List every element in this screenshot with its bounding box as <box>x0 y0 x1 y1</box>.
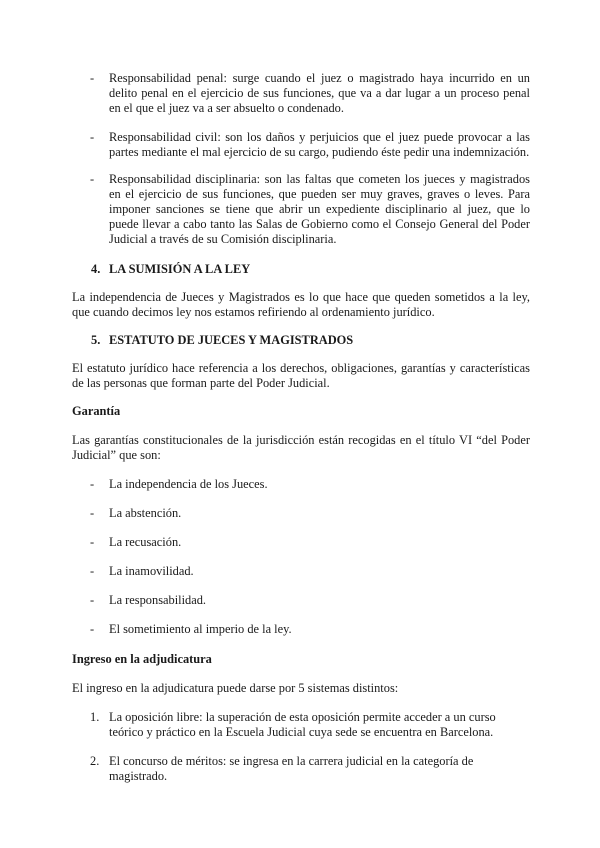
ingreso-item-text: La oposición libre: la superación de esta oposición permite acceder a un curso teórico y práctico en la Escuela Judicial cuya sede se encuentra en Barcelona. <box>109 710 496 739</box>
garantia-item: La recusación. <box>109 535 182 549</box>
section-number: 5. <box>91 333 101 347</box>
list-number: 1. <box>90 710 100 724</box>
section-heading-5 <box>91 333 353 348</box>
list-item <box>90 477 530 492</box>
list-item <box>90 622 530 637</box>
list-number: 2. <box>90 754 100 768</box>
bullet-dash: - <box>90 130 95 144</box>
bullet-dash: - <box>90 71 95 85</box>
list-item <box>90 710 530 740</box>
garantia-item: La independencia de los Jueces. <box>109 477 268 491</box>
list-item <box>90 130 530 160</box>
list-item <box>90 593 530 608</box>
garantia-intro: Las garantías constitucionales de la jurisdicción están recogidas en el título VI “del Poder Judicial” que son: <box>72 433 530 462</box>
ingreso-intro: El ingreso en la adjudicatura puede darse por 5 sistemas distintos: <box>72 681 399 695</box>
bullet-dash: - <box>90 172 95 186</box>
list-item <box>90 172 530 247</box>
bullet-dash: - <box>90 622 95 636</box>
ingreso-heading: Ingreso en la adjudicatura <box>72 652 212 666</box>
bullet-dash: - <box>90 535 95 549</box>
ingreso-item-text: El concurso de méritos: se ingresa en la carrera judicial en la categoría de magistrado. <box>109 754 474 783</box>
bullet-dash: - <box>90 477 95 491</box>
bullet-dash: - <box>90 506 95 520</box>
section-title: ESTATUTO DE JUECES Y MAGISTRADOS <box>109 333 354 347</box>
garantia-item: El sometimiento al imperio de la ley. <box>109 622 292 636</box>
section-4-paragraph: La independencia de Jueces y Magistrados es lo que hace que queden sometidos a la ley, que cuando decimos ley nos estamos refiriendo al ordenamiento jurídico. <box>72 290 530 319</box>
list-item <box>90 564 530 579</box>
garantia-item: La inamovilidad. <box>109 564 194 578</box>
bullet-dash: - <box>90 593 95 607</box>
bullet-dash: - <box>90 564 95 578</box>
garantia-item: La responsabilidad. <box>109 593 207 607</box>
responsabilidad-civil-text: Responsabilidad civil: son los daños y perjuicios que el juez puede provocar a las partes mediante el mal ejercicio de su cargo, pudiendo éste pedir una indemnización. <box>109 130 530 159</box>
garantia-item: La abstención. <box>109 506 182 520</box>
responsabilidad-disciplinaria-text: Responsabilidad disciplinaria: son las faltas que cometen los jueces y magistrados en el ejercicio de sus funciones, que pueden ser muy graves, graves o leves. Para imponer sanciones se tiene que abrir un expediente disciplinario al juez, que lo puede llevar a cabo tanto las Salas de Gobierno como el Consejo General del Poder Judicial a través de su Comisión disciplinaria. <box>109 172 530 246</box>
list-item <box>90 754 530 784</box>
list-item <box>90 71 530 116</box>
list-item <box>90 506 530 521</box>
responsabilidad-penal-text: Responsabilidad penal: surge cuando el juez o magistrado haya incurrido en un delito penal en el ejercicio de sus funciones, que va a dar lugar a un proceso penal en el que el juez va a ser absuelto o condenado. <box>109 71 530 115</box>
garantia-heading: Garantía <box>72 404 121 418</box>
section-title: LA SUMISIÓN A LA LEY <box>109 262 251 276</box>
section-heading-4 <box>91 262 250 277</box>
section-number: 4. <box>91 262 101 276</box>
section-5-paragraph: El estatuto jurídico hace referencia a los derechos, obligaciones, garantías y características de las personas que forman parte del Poder Judicial. <box>72 361 530 390</box>
list-item <box>90 535 530 550</box>
